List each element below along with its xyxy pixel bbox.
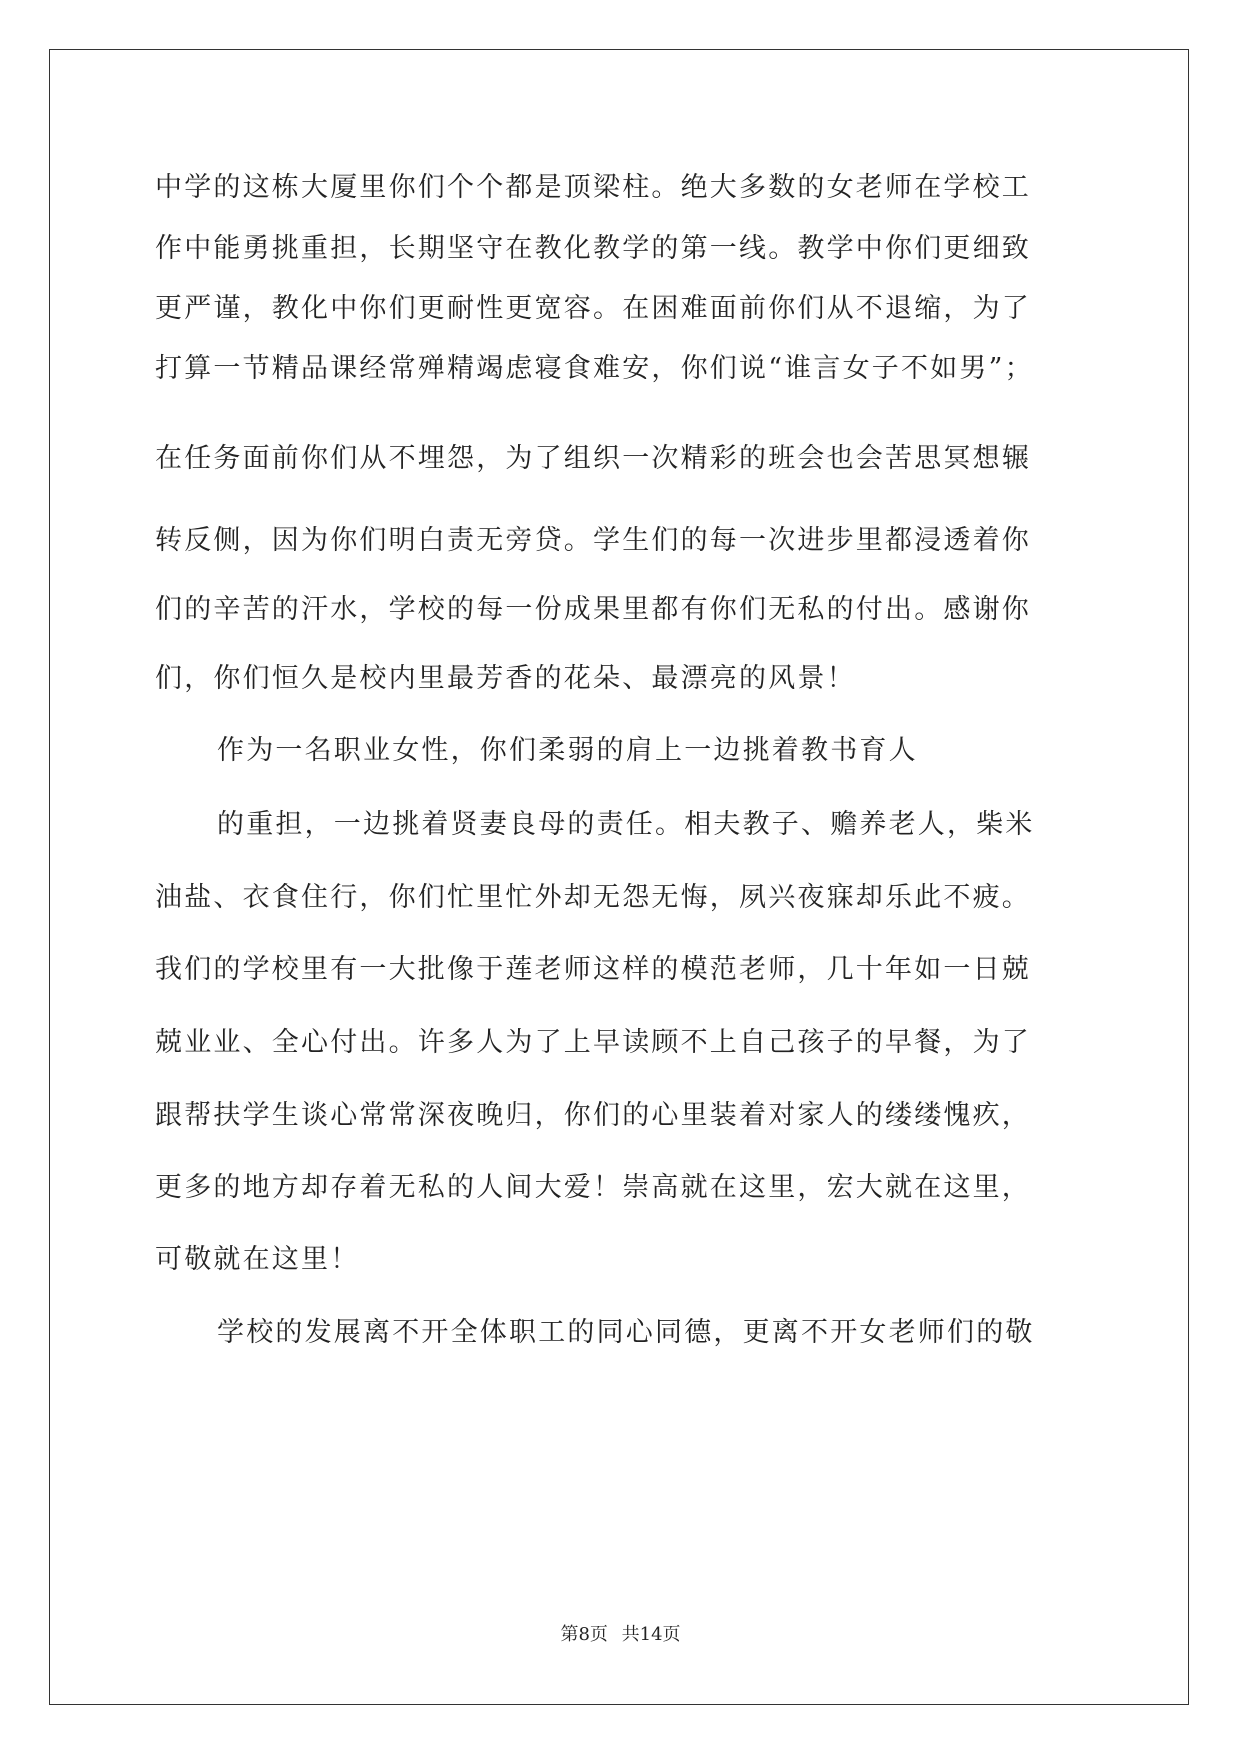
body-line: 跟帮扶学生谈心常常深夜晚归，你们的心里装着对家人的缕缕愧疚，	[155, 1100, 1031, 1131]
body-line: 的重担，一边挑着贤妻良母的责任。相夫教子、赡养老人，柴米	[217, 809, 1035, 840]
body-line: 作中能勇挑重担，长期坚守在教化教学的第一线。教学中你们更细致	[155, 233, 1031, 264]
body-line: 油盐、衣食住行，你们忙里忙外却无怨无悔，夙兴夜寐却乐此不疲。	[155, 882, 1031, 913]
body-line: 更严谨，教化中你们更耐性更宽容。在困难面前你们从不退缩，为了	[155, 293, 1031, 324]
page-number: 第8页	[560, 1624, 608, 1645]
page-total: 共14页	[621, 1624, 681, 1645]
body-line: 学校的发展离不开全体职工的同心同德，更离不开女老师们的敬	[217, 1317, 1035, 1348]
body-line: 们，你们恒久是校内里最芳香的花朵、最漂亮的风景！	[155, 663, 856, 694]
body-line: 中学的这栋大厦里你们个个都是顶梁柱。绝大多数的女老师在学校工	[155, 172, 1031, 203]
page-footer	[0, 1623, 1241, 1647]
body-line: 转反侧，因为你们明白责无旁贷。学生们的每一次进步里都浸透着你	[155, 525, 1031, 556]
body-line: 作为一名职业女性，你们柔弱的肩上一边挑着教书育人	[217, 735, 918, 766]
body-line: 打算一节精品课经常殚精竭虑寝食难安，你们说“谁言女子不如男”；	[155, 353, 1034, 384]
body-line: 在任务面前你们从不埋怨，为了组织一次精彩的班会也会苦思冥想辗	[155, 443, 1031, 474]
body-line: 们的辛苦的汗水，学校的每一份成果里都有你们无私的付出。感谢你	[155, 594, 1031, 625]
body-line: 更多的地方却存着无私的人间大爱！崇高就在这里，宏大就在这里，	[155, 1172, 1031, 1203]
body-line: 我们的学校里有一大批像于莲老师这样的模范老师，几十年如一日兢	[155, 954, 1031, 985]
body-line: 可敬就在这里！	[155, 1244, 360, 1275]
body-line: 兢业业、全心付出。许多人为了上早读顾不上自己孩子的早餐，为了	[155, 1027, 1031, 1058]
